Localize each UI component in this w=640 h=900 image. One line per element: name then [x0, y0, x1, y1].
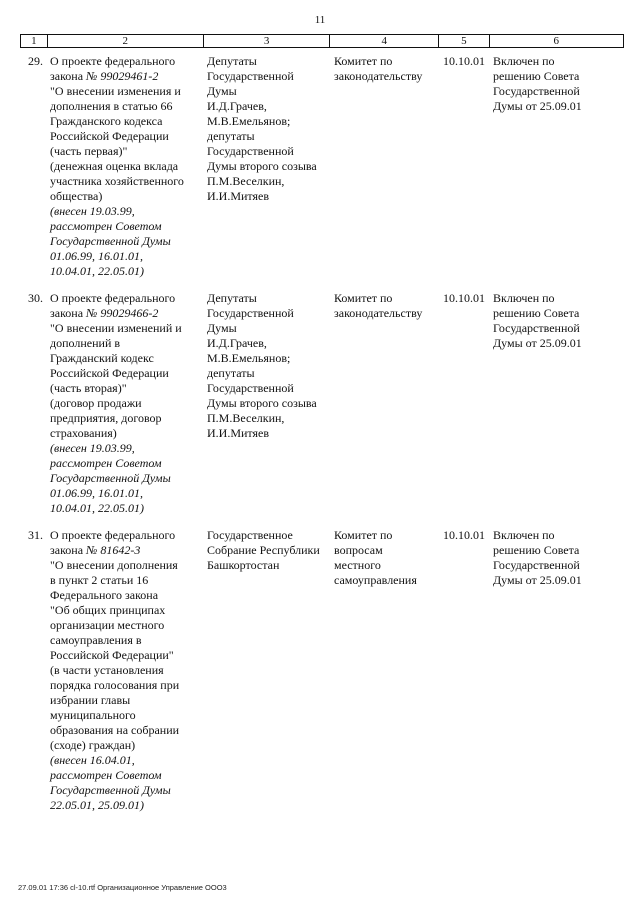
bill-title-line: О проекте федерального: [50, 54, 176, 68]
bill-title-line: (внесен 19.03.99,: [50, 441, 135, 455]
authors-cell: [203, 291, 330, 516]
column-header-3: 3: [203, 35, 330, 47]
cell-line: решению Совета: [493, 306, 580, 320]
cell-line: Башкортостан: [207, 558, 280, 572]
bill-title-line: 10.04.01, 22.05.01): [50, 501, 144, 515]
bill-title-fragment: закона: [50, 69, 87, 83]
cell-line: Думы второго созыва: [207, 159, 317, 173]
bill-title-line: рассмотрен Советом: [50, 456, 162, 470]
cell-line: М.В.Емельянов;: [207, 351, 291, 365]
bill-title-line: "О внесении изменений и: [50, 321, 182, 335]
bill-number: № 81642-3: [86, 543, 141, 557]
cell-line: Государственной: [207, 69, 294, 83]
bill-title-line: страхования): [50, 426, 117, 440]
bill-title-line: муниципального: [50, 708, 136, 722]
status-cell: [489, 528, 624, 813]
cell-line: депутаты: [207, 366, 255, 380]
cell-line: Включен по: [493, 54, 555, 68]
bill-title-line: 22.05.01, 25.09.01): [50, 798, 144, 812]
date-cell: 10.10.01: [443, 528, 485, 542]
bill-title-line: самоуправления в: [50, 633, 142, 647]
cell-line: М.В.Емельянов;: [207, 114, 291, 128]
bill-title-line: [50, 543, 203, 558]
bill-title-line: дополнения в статью 66: [50, 99, 173, 113]
bill-title-line: О проекте федерального: [50, 528, 176, 542]
cell-line: Думы от 25.09.01: [493, 336, 582, 350]
column-header-4: 4: [329, 35, 438, 47]
bill-number: № 99029466-2: [86, 306, 159, 320]
column-header-6: 6: [489, 35, 624, 47]
column-header-5: 5: [438, 35, 488, 47]
table-row: [20, 528, 624, 813]
cell-line: депутаты: [207, 129, 255, 143]
cell-line: Включен по: [493, 291, 555, 305]
committee-cell: [330, 528, 439, 813]
cell-line: Включен по: [493, 528, 555, 542]
cell-line: И.Д.Грачев,: [207, 99, 267, 113]
table-row: [20, 291, 624, 516]
cell-line: П.М.Веселкин,: [207, 411, 285, 425]
status-cell: [489, 291, 624, 516]
bill-title-line: Гражданского кодекса: [50, 114, 163, 128]
bill-title-line: О проекте федерального: [50, 291, 176, 305]
cell-line: Государственной: [207, 381, 294, 395]
cell-line: вопросам: [334, 543, 383, 557]
bill-title-line: в пункт 2 статьи 16: [50, 573, 149, 587]
bill-title-line: (денежная оценка вклада: [50, 159, 179, 173]
cell-line: Государственной: [207, 144, 294, 158]
bill-title-cell: [46, 54, 203, 279]
row-number: 29.: [28, 54, 43, 68]
bill-title-line: общества): [50, 189, 103, 203]
bill-title-line: 01.06.99, 16.01.01,: [50, 249, 143, 263]
column-header-2: 2: [47, 35, 203, 47]
cell-line: Комитет по: [334, 528, 393, 542]
row-number: 30.: [28, 291, 43, 305]
cell-line: законодательству: [334, 306, 423, 320]
bill-title-line: (в части установления: [50, 663, 164, 677]
bill-title-line: 10.04.01, 22.05.01): [50, 264, 144, 278]
bill-title-line: Государственной Думы: [50, 234, 171, 248]
cell-line: Думы: [207, 321, 237, 335]
cell-line: решению Совета: [493, 69, 580, 83]
cell-line: местного: [334, 558, 381, 572]
cell-line: И.И.Митяев: [207, 426, 270, 440]
bill-title-fragment: закона: [50, 306, 87, 320]
bill-title-cell: [46, 291, 203, 516]
bill-title-line: (часть вторая)": [50, 381, 127, 395]
cell-line: И.И.Митяев: [207, 189, 270, 203]
cell-line: Депутаты: [207, 291, 257, 305]
row-number: 31.: [28, 528, 43, 542]
committee-cell: [330, 291, 439, 516]
bill-title-line: [50, 306, 203, 321]
table-row: [20, 54, 624, 279]
cell-line: Думы от 25.09.01: [493, 573, 582, 587]
cell-line: законодательству: [334, 69, 423, 83]
cell-line: Государственной: [207, 306, 294, 320]
bill-title-line: рассмотрен Советом: [50, 219, 162, 233]
cell-line: Государственное: [207, 528, 293, 542]
bill-title-line: Государственной Думы: [50, 783, 171, 797]
bill-title-line: "Об общих принципах: [50, 603, 166, 617]
bill-title-line: Российской Федерации": [50, 648, 174, 662]
cell-line: Государственной: [493, 558, 580, 572]
authors-cell: [203, 54, 330, 279]
cell-line: самоуправления: [334, 573, 417, 587]
cell-line: Думы: [207, 84, 237, 98]
cell-line: решению Совета: [493, 543, 580, 557]
bill-title-line: "О внесении дополнения: [50, 558, 178, 572]
cell-line: Думы от 25.09.01: [493, 99, 582, 113]
cell-line: Собрание Республики: [207, 543, 320, 557]
bill-title-line: Государственной Думы: [50, 471, 171, 485]
cell-line: Комитет по: [334, 291, 393, 305]
cell-line: Комитет по: [334, 54, 393, 68]
bill-title-line: [50, 69, 203, 84]
date-cell: 10.10.01: [443, 291, 485, 305]
bill-title-line: порядка голосования при: [50, 678, 180, 692]
bill-title-line: (часть первая)": [50, 144, 128, 158]
bill-title-line: "О внесении изменения и: [50, 84, 181, 98]
cell-line: Депутаты: [207, 54, 257, 68]
bill-title-line: предприятия, договор: [50, 411, 162, 425]
bill-title-line: дополнений в: [50, 336, 121, 350]
cell-line: И.Д.Грачев,: [207, 336, 267, 350]
bill-title-line: образования на собрании: [50, 723, 180, 737]
bill-title-line: (сходе) граждан): [50, 738, 136, 752]
column-header-1: 1: [20, 35, 47, 47]
bill-title-line: Гражданский кодекс: [50, 351, 154, 365]
bill-title-line: (договор продажи: [50, 396, 142, 410]
cell-line: Думы второго созыва: [207, 396, 317, 410]
bill-title-line: организации местного: [50, 618, 165, 632]
bill-title-line: избрании главы: [50, 693, 131, 707]
bill-title-line: (внесен 16.04.01,: [50, 753, 135, 767]
bill-title-line: Российской Федерации: [50, 129, 169, 143]
bill-title-line: Федерального закона: [50, 588, 159, 602]
page-number: 11: [314, 14, 326, 26]
authors-cell: [203, 528, 330, 813]
bill-title-line: участника хозяйственного: [50, 174, 184, 188]
bill-title-cell: [46, 528, 203, 813]
table-header: [20, 34, 624, 48]
bill-title-line: 01.06.99, 16.01.01,: [50, 486, 143, 500]
cell-line: Государственной: [493, 321, 580, 335]
bill-title-line: Российской Федерации: [50, 366, 169, 380]
cell-line: Государственной: [493, 84, 580, 98]
bill-title-fragment: закона: [50, 543, 87, 557]
date-cell: 10.10.01: [443, 54, 485, 68]
cell-line: П.М.Веселкин,: [207, 174, 285, 188]
footer-line: 27.09.01 17:36 cl-10.rtf Организационное Управление ООО3: [18, 883, 227, 892]
bill-title-line: рассмотрен Советом: [50, 768, 162, 782]
bill-title-line: (внесен 19.03.99,: [50, 204, 135, 218]
committee-cell: [330, 54, 439, 279]
status-cell: [489, 54, 624, 279]
bill-number: № 99029461-2: [86, 69, 159, 83]
